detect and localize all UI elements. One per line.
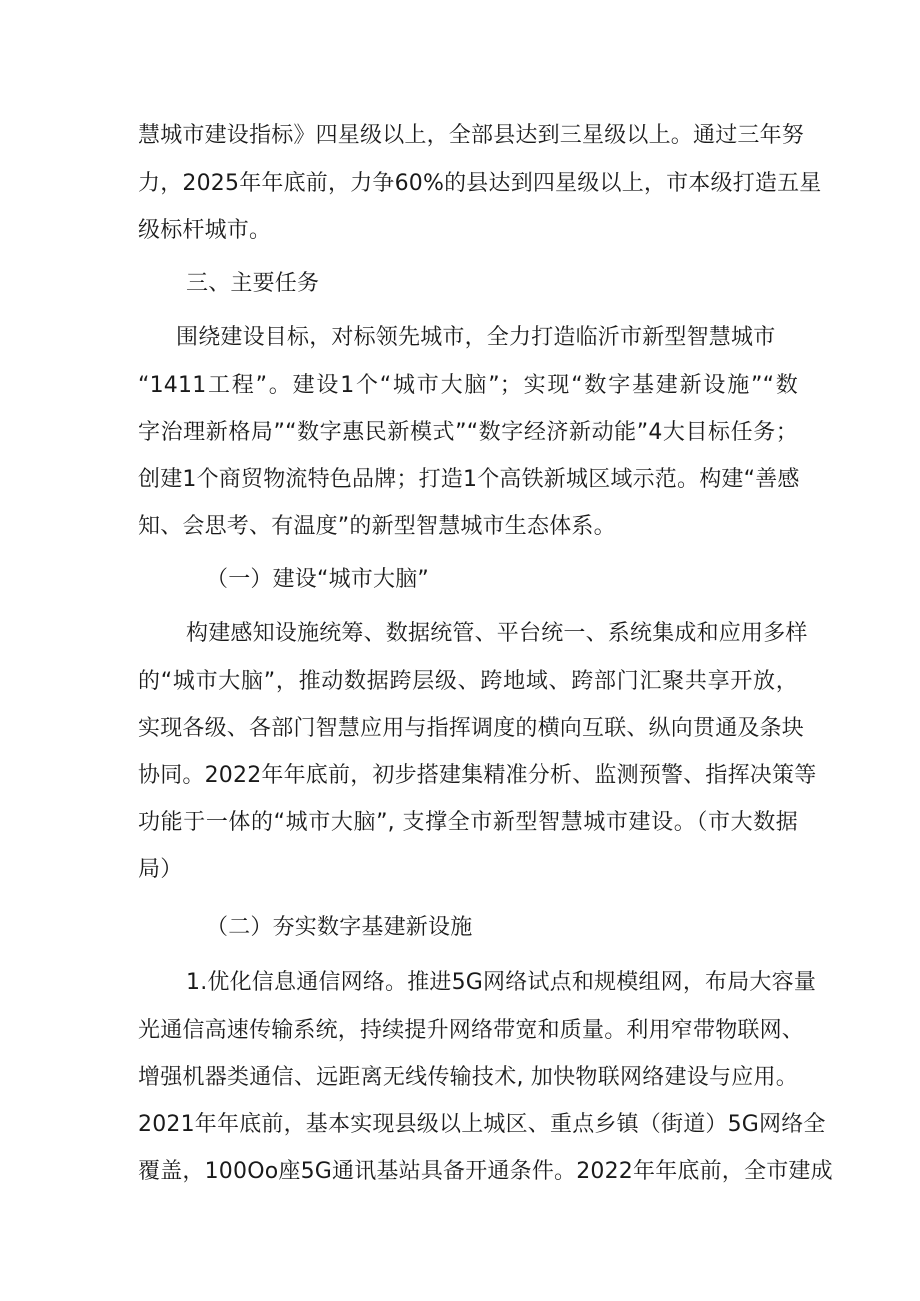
body-text-line: 的“城市大脑”，推动数据跨层级、跨地域、跨部门汇聚共享开放， [138,669,798,694]
body-text-line: 2021年年底前，基本实现县级以上城区、重点乡镇（街道）5G网络全 [138,1112,826,1137]
subsection-heading: （一）建设“城市大脑” [206,567,429,592]
subsection-heading: （二）夯实数字基建新设施 [206,915,473,940]
body-text-line: 围绕建设目标，对标领先城市，全力打造临沂市新型智慧城市 [176,325,776,350]
body-text-line: 1.优化信息通信网络。推进5G网络试点和规模组网，布局大容量 [186,970,817,995]
body-text-line: 字治理新格局”“数字惠民新模式”“数字经济新动能”4大目标任务； [138,420,798,445]
body-text-line: 协同。2022年年底前，初步搭建集精准分析、监测预警、指挥决策等 [138,763,817,788]
body-text-line: 级标杆城市。 [138,218,272,243]
body-text-line: 力，2025年年底前，力争60%的县达到四星级以上，市本级打造五星 [138,171,822,196]
body-text-line: 构建感知设施统筹、数据统管、平台统一、系统集成和应用多样 [186,621,808,646]
body-text-line: 知、会思考、有温度”的新型智慧城市生态体系。 [138,514,616,539]
section-heading: 三、主要任务 [186,271,320,296]
body-text-line: 慧城市建设指标》四星级以上，全部县达到三星级以上。通过三年努 [138,123,805,148]
body-text-line: 光通信高速传输系统，持续提升网络带宽和质量。利用窄带物联网、 [138,1018,805,1043]
body-text-line: 功能于一体的“城市大脑”, 支撑全市新型智慧城市建设。（市大数据 [138,810,798,835]
body-text-line: 增强机器类通信、远距离无线传输技术, 加快物联网络建设与应用。 [138,1065,798,1090]
body-text-line: 局） [138,857,183,882]
body-text-line: 覆盖，100Oo座5G通讯基站具备开通条件。2022年年底前，全市建成 [138,1159,833,1184]
body-text-line: 创建1个商贸物流特色品牌；打造1个高铁新城区域示范。构建“善感 [138,467,800,492]
body-text-line: “1411工程”。建设1个“城市大脑”；实现“数字基建新设施”“数 [138,373,798,398]
body-text-line: 实现各级、各部门智慧应用与指挥调度的横向互联、纵向贯通及条块 [138,716,805,741]
